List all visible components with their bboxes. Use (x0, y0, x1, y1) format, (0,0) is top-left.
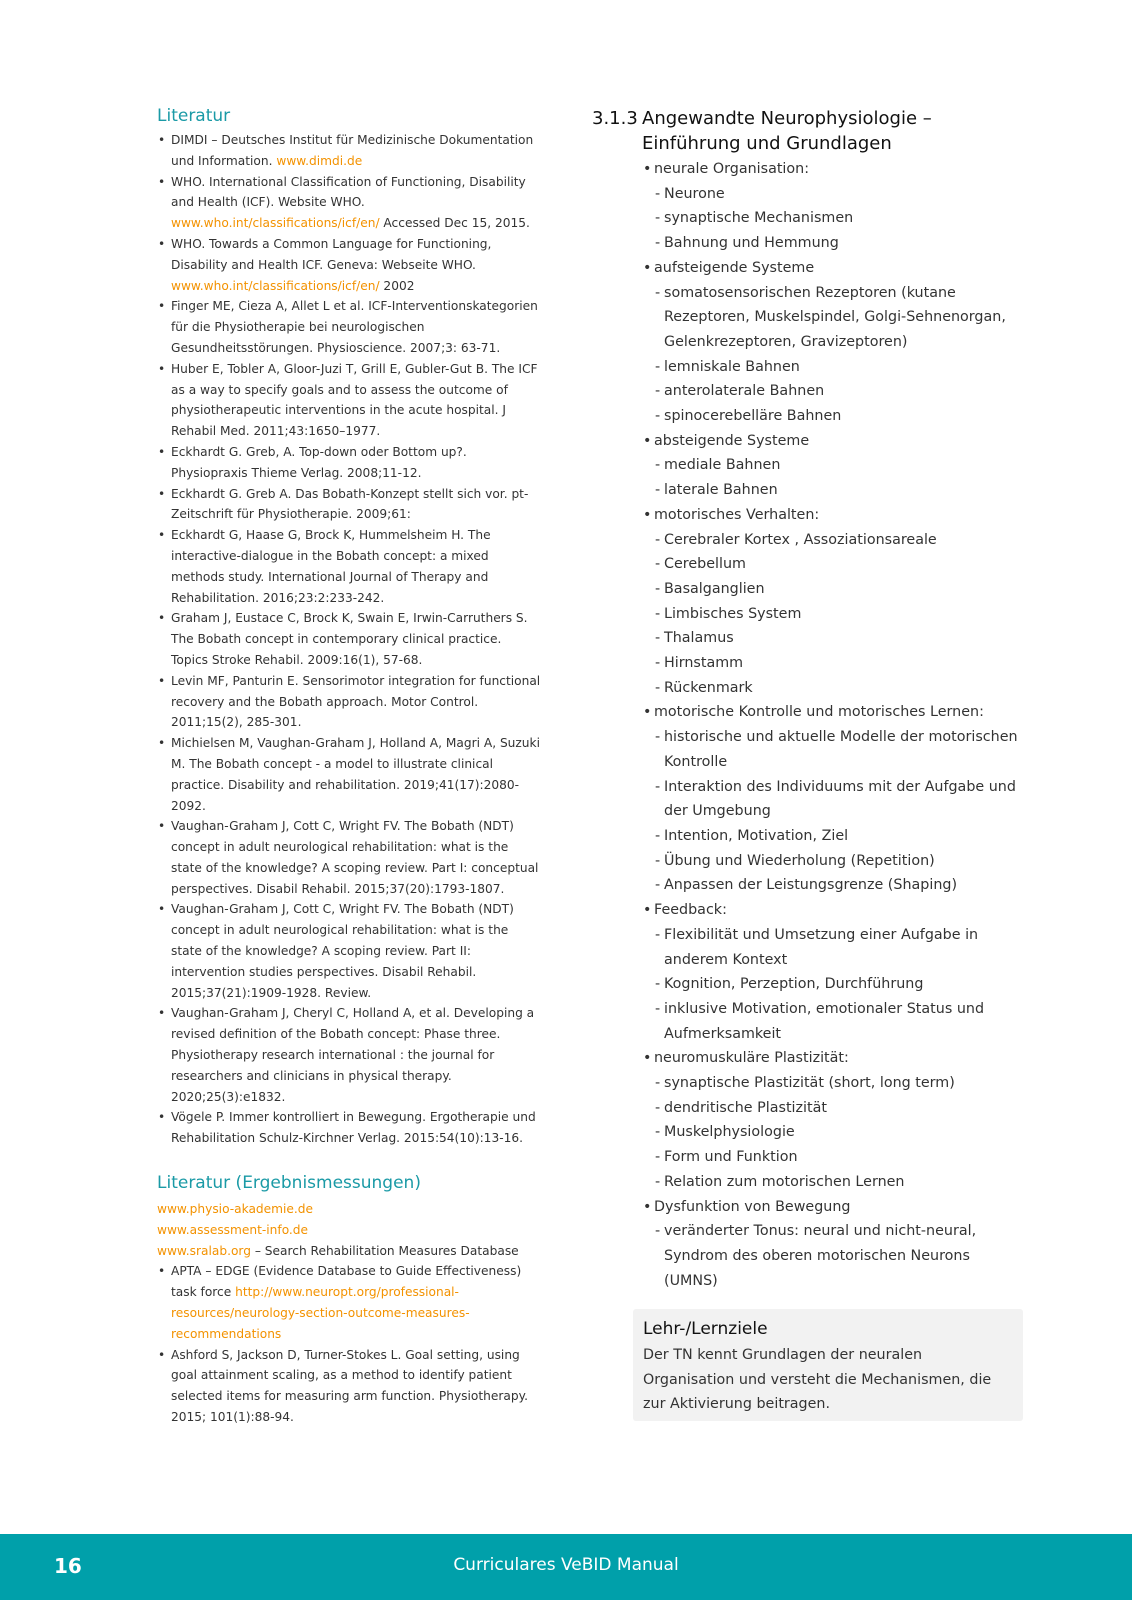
reference-text-after: Accessed Dec 15, 2015. (379, 216, 530, 231)
learning-goals-text: Der TN kennt Grundlagen der neuralen Organisation und versteht die Mechanismen, die zur Aktivierung beitragen. (643, 1347, 992, 1413)
page-number: 16 (54, 1554, 82, 1578)
subtopic-item: - Basalganglien (654, 577, 1027, 602)
subtopic-item: - inklusive Motivation, emotionaler Status und Aufmerksamkeit (654, 997, 1027, 1046)
reference-item (157, 608, 542, 670)
topic-item (642, 429, 1027, 503)
reference-text: Finger ME, Cieza A, Allet L et al. ICF-Interventionskategorien für die Physiotherapie bei neurologischen Gesundheitsstörungen. Physioscience. 2007;3: 63-71. (171, 299, 538, 355)
topic-item (642, 157, 1027, 256)
topic-label: neurale Organisation: (654, 161, 810, 177)
topic-list (642, 157, 1027, 1293)
reference-item (157, 525, 542, 608)
topic-label: motorisches Verhalten: (654, 506, 820, 523)
topic-item (642, 700, 1027, 898)
reference-link[interactable]: www.who.int/classifications/icf/en/ (171, 216, 380, 231)
subtopic-item: - Form und Funktion (654, 1145, 1027, 1170)
right-column (592, 106, 1027, 1293)
reference-item (157, 130, 542, 172)
web-link-line (157, 1241, 542, 1262)
literatur-ergebnis-list (157, 1261, 542, 1427)
subtopic-list (654, 725, 1027, 898)
topic-label: neuromuskuläre Plastizität: (654, 1050, 849, 1067)
subtopic-list (654, 1219, 1027, 1293)
reference-text: WHO. Towards a Common Language for Functioning, Disability and Health ICF. Geneva: Webseite WHO. (171, 236, 492, 272)
literatur-ergebnis-heading: Literatur (Ergebnismessungen) (157, 1173, 421, 1194)
subtopic-item: - Hirnstamm (654, 651, 1027, 676)
reference-text: WHO. International Classification of Functioning, Disability and Health (ICF). Website WHO. (171, 174, 526, 210)
subtopic-item: - spinocerebelläre Bahnen (654, 404, 1027, 429)
literatur-ergebnis-links (157, 1199, 542, 1261)
reference-text: Levin MF, Panturin E. Sensorimotor integration for functional recovery and the Bobath approach. Motor Control. 2011;15(2), 285-301. (171, 673, 541, 730)
subtopic-item: - anterolaterale Bahnen (654, 379, 1027, 404)
subtopic-list (654, 1071, 1027, 1195)
reference-item (157, 671, 542, 733)
subtopic-list (654, 923, 1027, 1047)
topic-item (642, 898, 1027, 1046)
subtopic-item: - Intention, Motivation, Ziel (654, 824, 1027, 849)
section-heading (592, 106, 1027, 156)
subtopic-list (654, 281, 1027, 429)
subtopic-item: - Muskelphysiologie (654, 1120, 1027, 1145)
reference-item (157, 442, 542, 484)
topic-label: absteigende Systeme (654, 432, 810, 449)
reference-text: Michielsen M, Vaughan-Graham J, Holland A, Magri A, Suzuki M. The Bobath concept - a model to illustrate clinical practice. Disability and rehabilitation. 2019;41(17):2080-2092. (171, 736, 540, 813)
subtopic-item: - Übung und Wiederholung (Repetition) (654, 849, 1027, 874)
reference-item (157, 359, 542, 442)
subtopic-item: - Cerebraler Kortex , Assoziationsareale (654, 528, 1027, 553)
topic-label: motorische Kontrolle und motorisches Lernen: (654, 704, 984, 721)
subtopic-item: - Limbisches System (654, 602, 1027, 627)
reference-item (157, 1261, 542, 1344)
reference-text: APTA – EDGE (Evidence Database to Guide Effectiveness) task force (171, 1264, 522, 1300)
subtopic-item: - Kognition, Perzeption, Durchführung (654, 972, 1027, 997)
reference-link[interactable]: www.dimdi.de (276, 153, 363, 168)
topic-item (642, 1046, 1027, 1194)
reference-item (157, 172, 542, 234)
subtopic-item: - Flexibilität und Umsetzung einer Aufgabe in anderem Kontext (654, 923, 1027, 972)
reference-text: Vögele P. Immer kontrolliert in Bewegung. Ergotherapie und Rehabilitation Schulz-Kirchner Verlag. 2015:54(10):13-16. (171, 1110, 536, 1146)
topic-label: aufsteigende Systeme (654, 259, 815, 276)
left-column (157, 106, 542, 1428)
reference-text: Vaughan-Graham J, Cheryl C, Holland A, et al. Developing a revised definition of the Bobath concept: Phase three. Physiotherapy research international : the journal for researchers and clinicians in physical therapy. 2020;25(3):e1832. (171, 1006, 535, 1104)
topic-item (642, 503, 1027, 701)
reference-text: Vaughan-Graham J, Cott C, Wright FV. The Bobath (NDT) concept in adult neurological rehabilitation: what is the state of the knowledge? A scoping review. Part I: conceptual perspectives. Disabil Rehabil. 2015;37(20):1793-1807. (171, 819, 539, 896)
reference-item (157, 296, 542, 358)
learning-goals-title: Lehr-/Lernziele (643, 1319, 768, 1339)
subtopic-item: - laterale Bahnen (654, 478, 1027, 503)
web-link-line (157, 1199, 542, 1220)
reference-text: Eckhardt G, Haase G, Brock K, Hummelsheim H. The interactive-dialogue in the Bobath concept: a mixed methods study. International Journal of Therapy and Rehabilitation. 2016;23:2:233-242. (171, 528, 491, 605)
reference-link[interactable]: http://www.neuropt.org/professional-resources/neurology-section-outcome-measures-recommendations (171, 1285, 470, 1341)
subtopic-item: - lemniskale Bahnen (654, 355, 1027, 380)
subtopic-item: - Neurone (654, 182, 1027, 207)
footer-title: Curriculares VeBID Manual (453, 1555, 679, 1575)
subtopic-item: - dendritische Plastizität (654, 1096, 1027, 1121)
reference-item (157, 234, 542, 296)
reference-item (157, 484, 542, 526)
subtopic-item: - Bahnung und Hemmung (654, 231, 1027, 256)
subtopic-item: - Thalamus (654, 626, 1027, 651)
subtopic-item: - Relation zum motorischen Lernen (654, 1170, 1027, 1195)
reference-item (157, 1107, 542, 1149)
subtopic-list (654, 182, 1027, 256)
subtopic-item: - veränderter Tonus: neural und nicht-neural, Syndrom des oberen motorischen Neurons (UMNS) (654, 1219, 1027, 1293)
reference-item (157, 816, 542, 899)
reference-link[interactable]: www.who.int/classifications/icf/en/ (171, 278, 380, 293)
reference-text: Huber E, Tobler A, Gloor-Juzi T, Grill E, Gubler-Gut B. The ICF as a way to specify goals and to assess the outcome of physiotherapeutic interventions in the acute hospital. J Rehabil Med. 2011;43:1650–1977. (171, 361, 538, 439)
reference-text: Ashford S, Jackson D, Turner-Stokes L. Goal setting, using goal attainment scaling, as a method to identify patient selected items for measuring arm function. Physiotherapy. 2015; 101(1):88-94. (171, 1347, 528, 1425)
reference-text: Vaughan-Graham J, Cott C, Wright FV. The Bobath (NDT) concept in adult neurological rehabilitation: what is the state of the knowledge? A scoping review. Part II: intervention studies perspectives. Disabil Rehabil. 2015;37(21):1909-1928. Review. (171, 902, 514, 1000)
literatur-list (157, 130, 542, 1149)
subtopic-item: - synaptische Mechanismen (654, 206, 1027, 231)
subtopic-item: - Anpassen der Leistungsgrenze (Shaping) (654, 873, 1027, 898)
topic-item (642, 1195, 1027, 1294)
subtopic-list (654, 453, 1027, 502)
section-title: Angewandte Neurophysiologie – Einführung und Grundlagen (642, 108, 932, 154)
reference-item (157, 1345, 542, 1428)
section-number: 3.1.3 (592, 108, 638, 129)
reference-item (157, 899, 542, 1003)
subtopic-item: - historische und aktuelle Modelle der motorischen Kontrolle (654, 725, 1027, 774)
subtopic-item: - mediale Bahnen (654, 453, 1027, 478)
topic-item (642, 256, 1027, 429)
subtopic-item: - Cerebellum (654, 552, 1027, 577)
topic-label: Dysfunktion von Bewegung (654, 1198, 851, 1215)
reference-text: Eckhardt G. Greb, A. Top-down oder Bottom up?. Physiopraxis Thieme Verlag. 2008;11-12. (171, 444, 467, 480)
reference-text: DIMDI – Deutsches Institut für Medizinische Dokumentation und Information. (171, 133, 534, 168)
subtopic-item: - Interaktion des Individuums mit der Aufgabe und der Umgebung (654, 775, 1027, 824)
reference-text: Eckhardt G. Greb A. Das Bobath-Konzept stellt sich vor. pt-Zeitschrift für Physiotherapie. 2009;61: (171, 486, 529, 522)
reference-item (157, 733, 542, 816)
subtopic-item: - Rückenmark (654, 676, 1027, 701)
subtopic-item: - somatosensorischen Rezeptoren (kutane Rezeptoren, Muskelspindel, Golgi-Sehnenorgan, Gelenkrezeptoren, Gravizeptoren) (654, 281, 1027, 355)
web-link[interactable]: www.assessment-info.de (157, 1222, 309, 1237)
reference-text-after: 2002 (379, 278, 415, 293)
subtopic-item: - synaptische Plastizität (short, long term) (654, 1071, 1027, 1096)
page-footer (0, 1534, 1132, 1600)
web-link[interactable]: www.sralab.org (157, 1243, 251, 1258)
web-link-description: – Search Rehabilitation Measures Database (250, 1243, 519, 1258)
subtopic-list (654, 528, 1027, 701)
learning-goals-box (633, 1309, 1023, 1421)
reference-text: Graham J, Eustace C, Brock K, Swain E, Irwin-Carruthers S. The Bobath concept in contemporary clinical practice. Topics Stroke Rehabil. 2009:16(1), 57-68. (171, 611, 528, 667)
topic-label: Feedback: (654, 902, 727, 919)
literatur-heading: Literatur (157, 106, 231, 126)
reference-item (157, 1003, 542, 1107)
web-link-line (157, 1220, 542, 1241)
web-link[interactable]: www.physio-akademie.de (157, 1202, 314, 1217)
